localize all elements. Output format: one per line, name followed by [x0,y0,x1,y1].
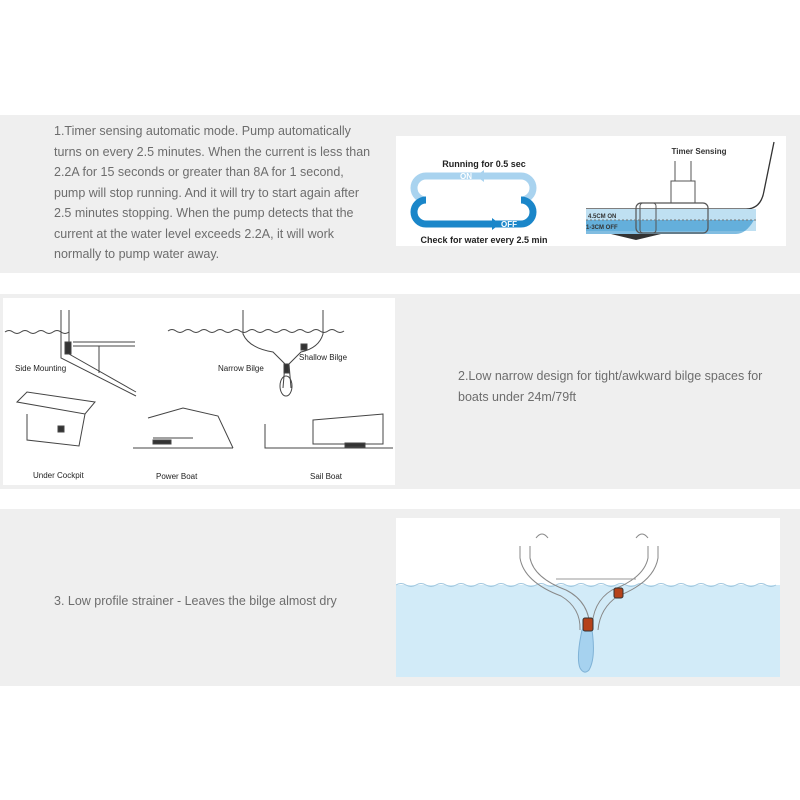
feature-section-strainer [0,509,800,686]
feature-section-design [0,294,800,489]
text-line: 2.5 minutes stopping. When the pump detects that the [54,206,354,220]
arrow-left-icon [476,170,484,182]
feature-description-strainer [54,591,374,612]
label-narrow-bilge: Narrow Bilge [218,364,264,373]
pump-icon [614,588,623,598]
label-side-mounting: Side Mounting [15,364,67,373]
text-line: turns on every 2.5 minutes. When the current is less than [54,144,371,159]
timer-sensing-diagram [396,136,786,246]
text-line: pump will stop running. And it will try to start again after [54,185,360,200]
feature-description-design [458,366,788,407]
text-line: 3. Low profile strainer - Leaves the bilge almost dry [54,594,337,608]
label-sail-boat: Sail Boat [310,472,343,481]
feature-description-timer [54,121,374,265]
mounting-options-diagram [3,298,395,485]
text-line: current at the water level exceeds 2.2A, it will work [54,226,334,241]
level-on-label: 4.5CM ON [588,214,617,220]
text-line: normally to pump water away. [54,247,220,261]
text-line: 2.Low narrow design for tight/awkward bilge spaces for [458,369,763,383]
cycle-top-label: Running for 0.5 sec [442,159,526,169]
off-label: OFF [501,220,517,229]
cycle-arrow-on [414,176,456,200]
feature-section-timer [0,115,800,273]
label-power-boat: Power Boat [156,472,198,481]
arrow-right-icon [492,218,500,230]
text-line: 2.2A for 15 seconds or greater than 8A for 1 second, [54,165,344,179]
on-label: ON [460,172,472,181]
strainer-diagram [396,518,780,677]
label-under-cockpit: Under Cockpit [33,471,84,480]
pump-icon [583,618,593,631]
text-line: 1.Timer sensing automatic mode. Pump automatically [54,124,351,138]
cycle-bottom-label: Check for water every 2.5 min [420,235,548,245]
label-shallow-bilge: Shallow Bilge [299,353,348,362]
text-line: boats under 24m/79ft [458,389,577,404]
level-off-label: 1-3CM OFF [586,225,618,231]
timer-sensing-title: Timer Sensing [671,147,727,156]
